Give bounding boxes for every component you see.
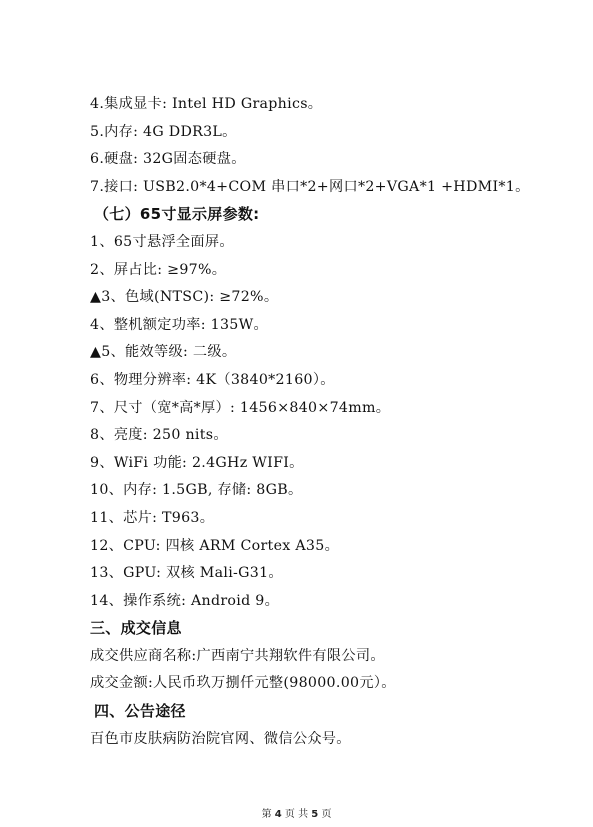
footer-middle: 页 共 (284, 809, 309, 820)
spec-line-memory: 5.内存: 4G DDR3L。 (90, 123, 237, 140)
display-item-6: 6、物理分辨率: 4K（3840*2160）。 (90, 371, 335, 388)
display-item-9: 9、WiFi 功能: 2.4GHz WIFI。 (90, 454, 304, 471)
footer-suffix: 页 (321, 809, 332, 820)
deal-amount: 成交金额:人民币玖万捌仟元整(98000.00元）。 (90, 675, 396, 692)
footer-current-page: 4 (274, 809, 282, 820)
document-body (90, 91, 560, 753)
deal-supplier: 成交供应商名称:广西南宁共翔软件有限公司。 (90, 647, 385, 664)
display-item-13: 13、GPU: 双核 Mali-G31。 (90, 565, 283, 582)
display-item-14: 14、操作系统: Android 9。 (90, 592, 280, 609)
spec-line-storage: 6.硬盘: 32G固态硬盘。 (90, 151, 246, 168)
display-item-8: 8、亮度: 250 nits。 (90, 427, 228, 444)
display-item-1: 1、65寸悬浮全面屏。 (90, 233, 234, 250)
display-item-10: 10、内存: 1.5GB, 存储: 8GB。 (90, 482, 303, 499)
display-item-11: 11、芯片: T963。 (90, 509, 215, 526)
display-item-3: ▲3、色域(NTSC): ≥72%。 (90, 289, 279, 306)
display-item-12: 12、CPU: 四核 ARM Cortex A35。 (90, 537, 340, 554)
deal-section-heading: 三、成交信息 (90, 619, 182, 638)
display-item-7: 7、尺寸（宽*高*厚）: 1456×840×74mm。 (90, 399, 391, 416)
page-footer (0, 805, 593, 820)
spec-line-ports: 7.接口: USB2.0*4+COM 串口*2+网口*2+VGA*1 +HDMI*1。 (90, 178, 530, 195)
display-item-4: 4、整机额定功率: 135W。 (90, 316, 268, 333)
spec-line-graphics: 4.集成显卡: Intel HD Graphics。 (90, 96, 323, 112)
notice-section-heading: 四、公告途径 (94, 702, 186, 721)
notice-channels: 百色市皮肤病防治院官网、微信公众号。 (90, 730, 351, 747)
display-item-2: 2、屏占比: ≥97%。 (90, 261, 227, 278)
display-section-heading: （七）65寸显示屏参数: (94, 205, 260, 224)
footer-prefix: 第 (261, 809, 272, 820)
footer-total-pages: 5 (311, 809, 319, 820)
display-item-5: ▲5、能效等级: 二级。 (90, 344, 237, 361)
